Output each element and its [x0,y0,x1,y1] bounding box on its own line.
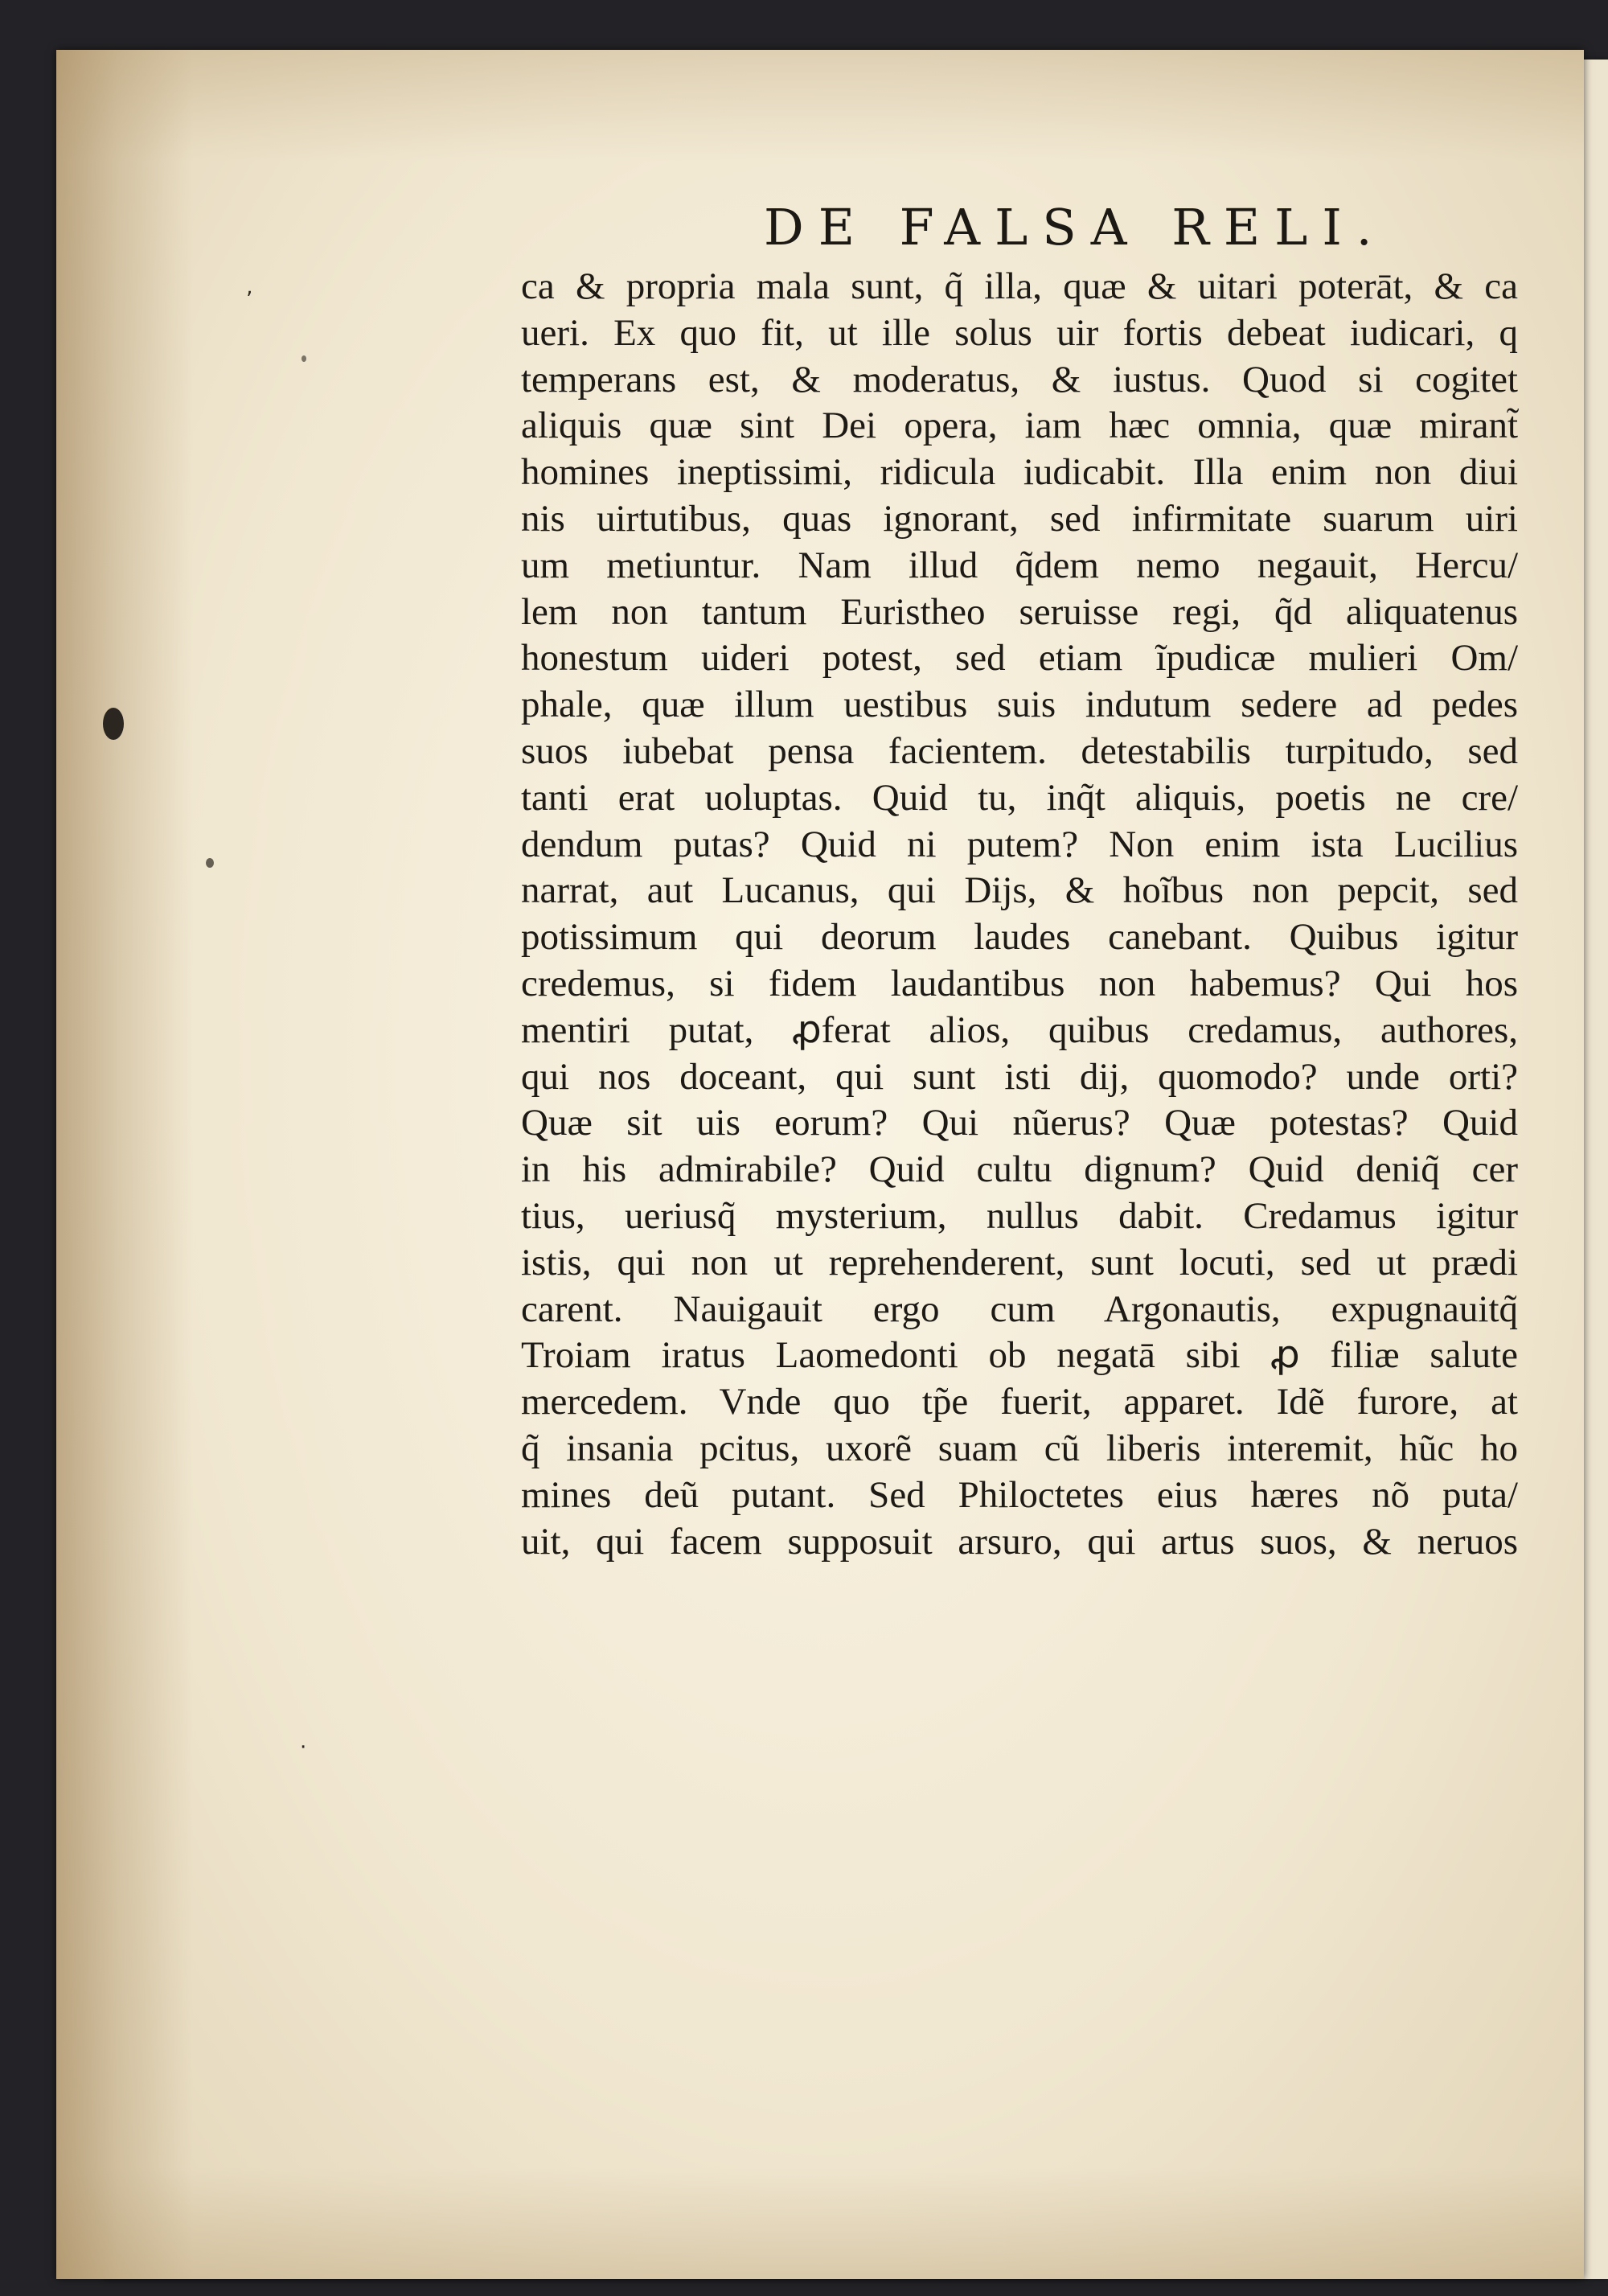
ink-stain [206,858,214,868]
text-line: dendum putas? Quid ni putem? Non enim ista Lucilius [521,823,1518,865]
text-line: ca & propria mala sunt, q̃ illa, quæ & uitari poterāt, & ca [521,265,1518,307]
text-line: Quæ sit uis eorum? Qui nũerus? Quæ potestas? Quid [521,1102,1518,1144]
text-line: aliquis quæ sint Dei opera, iam hæc omnia, quæ mirant̃ [521,405,1518,447]
text-line: in his admirabile? Quid cultu dignum? Quid deniq̃ cer [521,1148,1518,1191]
text-line: istis, qui non ut reprehenderent, sunt locuti, sed ut prædi [521,1241,1518,1284]
text-line: potissimum qui deorum laudes canebant. Quibus igitur [521,916,1518,959]
text-line: mercedem. Vnde quo tp̃e fuerit, apparet. Idẽ furore, at [521,1381,1518,1423]
ink-stain [302,355,306,362]
page-edge-shadow [56,50,193,2279]
margin-mark: · [300,1735,307,1760]
text-line: lem non tantum Euristheo seruisse regi, q̃d aliquatenus [521,590,1518,633]
body-text [521,264,1526,1565]
text-line: um metiuntur. Nam illud q̃dem nemo negauit, Hercu/ [521,544,1518,586]
text-line: credemus, si fidem laudantibus non habemus? Qui hos [521,962,1518,1004]
text-line: phale, quæ illum uestibus suis indutum sedere ad pedes [521,684,1518,726]
text-line: mentiri putat, ꝓferat alios, quibus credamus, authores, [521,1008,1518,1051]
ink-stain [103,708,124,740]
text-line: ueri. Ex quo fit, ut ille solus uir fortis debeat iudicari, q [521,311,1518,354]
text-line: suos iubebat pensa facientem. detestabilis turpitudo, sed [521,729,1518,772]
text-line: q̃ insania pcitus, uxorẽ suam cũ liberis interemit, hũc ho [521,1427,1518,1469]
text-line: narrat, aut Lucanus, qui Dijs, & hoĩbus non pepcit, sed [521,869,1518,912]
text-line: homines ineptissimi, ridicula iudicabit. Illa enim non diui [521,451,1518,494]
text-line: honestum uideri potest, sed etiam ĩpudicæ mulieri Om/ [521,637,1518,680]
running-head: DE FALSA RELI. [764,198,1387,257]
text-line: qui nos doceant, qui sunt isti dij, quomodo? unde orti? [521,1055,1518,1098]
text-line: uit, qui facem supposuit arsuro, qui artus suos, & neruos [521,1520,1518,1563]
text-line: tanti erat uoluptas. Quid tu, inq̃t aliquis, poetis ne cre/ [521,776,1518,819]
text-line: temperans est, & moderatus, & iustus. Quod si cogitet [521,358,1518,400]
margin-mark: ‚ [246,275,253,299]
text-line: carent. Nauigauit ergo cum Argonautis, expugnauitq̃ [521,1288,1518,1330]
text-line: nis uirtutibus, quas ignorant, sed infirmitate suarum uiri [521,497,1518,540]
text-line: mines deũ putant. Sed Philoctetes eius hæres nõ puta/ [521,1473,1518,1516]
text-line: tius, ueriusq̃ mysterium, nullus dabit. Credamus igitur [521,1194,1518,1237]
text-line: Troiam iratus Laomedonti ob negatā sibi ꝓ filiæ salute [521,1334,1518,1377]
